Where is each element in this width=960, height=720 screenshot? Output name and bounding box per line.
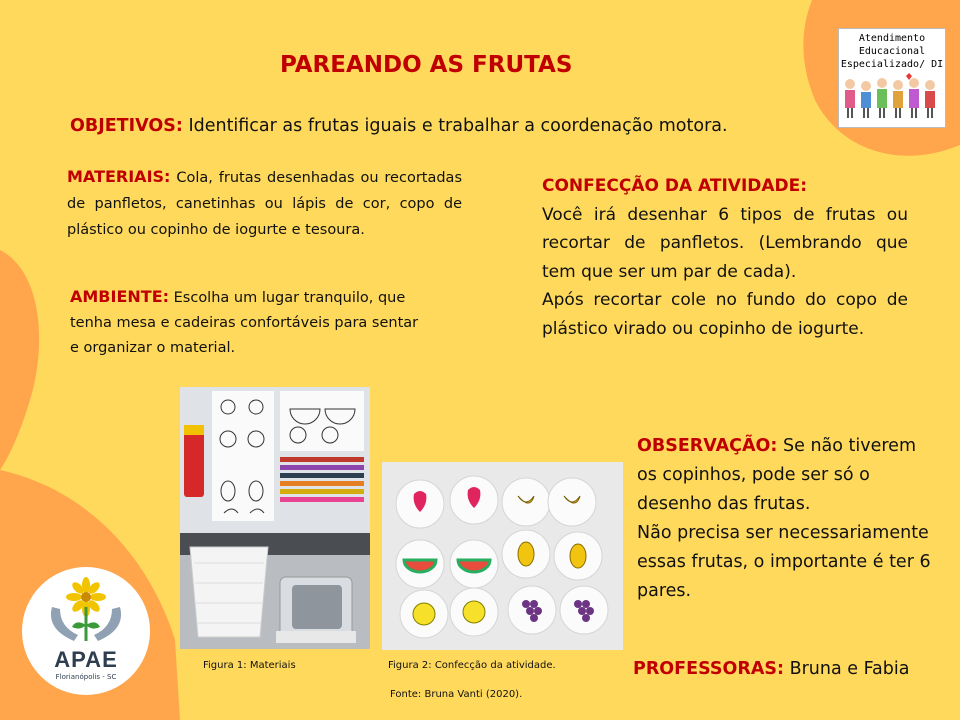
observacao-text-1: Se não tiverem os copinhos, pode ser só o desenho das frutas. <box>637 436 916 514</box>
left-blob <box>0 250 39 470</box>
activity-photo <box>382 462 623 650</box>
objetivos-section <box>70 116 728 136</box>
confeccao-section <box>542 172 908 343</box>
badge-line-1: Atendimento <box>858 33 926 44</box>
cups-photo <box>180 533 370 649</box>
observacao-section <box>637 432 937 606</box>
materials-photo <box>180 387 370 533</box>
materiais-text: Cola, frutas desenhadas ou recortadas de panfletos, canetinhas ou lápis de cor, copo de plástico ou copinho de iogurte e tesoura. <box>67 170 462 238</box>
ambiente-section <box>70 284 430 361</box>
apae-logo <box>22 567 150 695</box>
professoras-text: Bruna e Fabia <box>789 659 910 679</box>
confeccao-text-2: Após recortar cole no fundo do copo de plástico virado ou copinho de iogurte. <box>542 290 908 339</box>
confeccao-label: CONFECÇÃO DA ATIVIDADE: <box>542 176 808 196</box>
activity-photo-image <box>382 462 623 650</box>
confeccao-text-1: Você irá desenhar 6 tipos de frutas ou recortar de panfletos. (Lembrando que tem que ser um par de cada). <box>542 204 908 282</box>
objetivos-text: Identificar as frutas iguais e trabalhar a coordenação motora. <box>188 116 728 136</box>
badge-line-2: Educacional <box>858 46 926 57</box>
badge-line-3: Especializado/ DI <box>840 59 944 70</box>
ambiente-label: AMBIENTE: <box>70 287 170 306</box>
figure-2-caption: Figura 2: Confecção da atividade. <box>388 660 556 671</box>
professoras-section <box>633 659 909 679</box>
apae-logo-emblem <box>22 567 150 647</box>
observacao-label: OBSERVAÇÃO: <box>637 436 778 456</box>
professoras-label: PROFESSORAS: <box>633 659 785 679</box>
children-illustration <box>840 72 944 122</box>
page-title: PAREANDO AS FRUTAS <box>280 52 573 78</box>
figure-1-caption: Figura 1: Materiais <box>203 660 296 671</box>
materiais-label: MATERIAIS: <box>67 167 171 186</box>
source-caption: Fonte: Bruna Vanti (2020). <box>390 689 523 700</box>
aee-badge <box>838 28 946 128</box>
apae-logo-city: Florianópolis - SC <box>55 673 117 681</box>
ambiente-text: Escolha um lugar tranquilo, que tenha mesa e cadeiras confortáveis para sentar e organizar o material. <box>70 290 419 356</box>
cups-photo-image <box>180 533 370 649</box>
objetivos-label: OBJETIVOS: <box>70 116 183 136</box>
apae-logo-text: APAE <box>54 647 118 672</box>
observacao-text-2: Não precisa ser necessariamente essas frutas, o importante é ter 6 pares. <box>637 523 931 601</box>
materials-photo-image <box>180 387 370 533</box>
materiais-section <box>67 164 462 243</box>
